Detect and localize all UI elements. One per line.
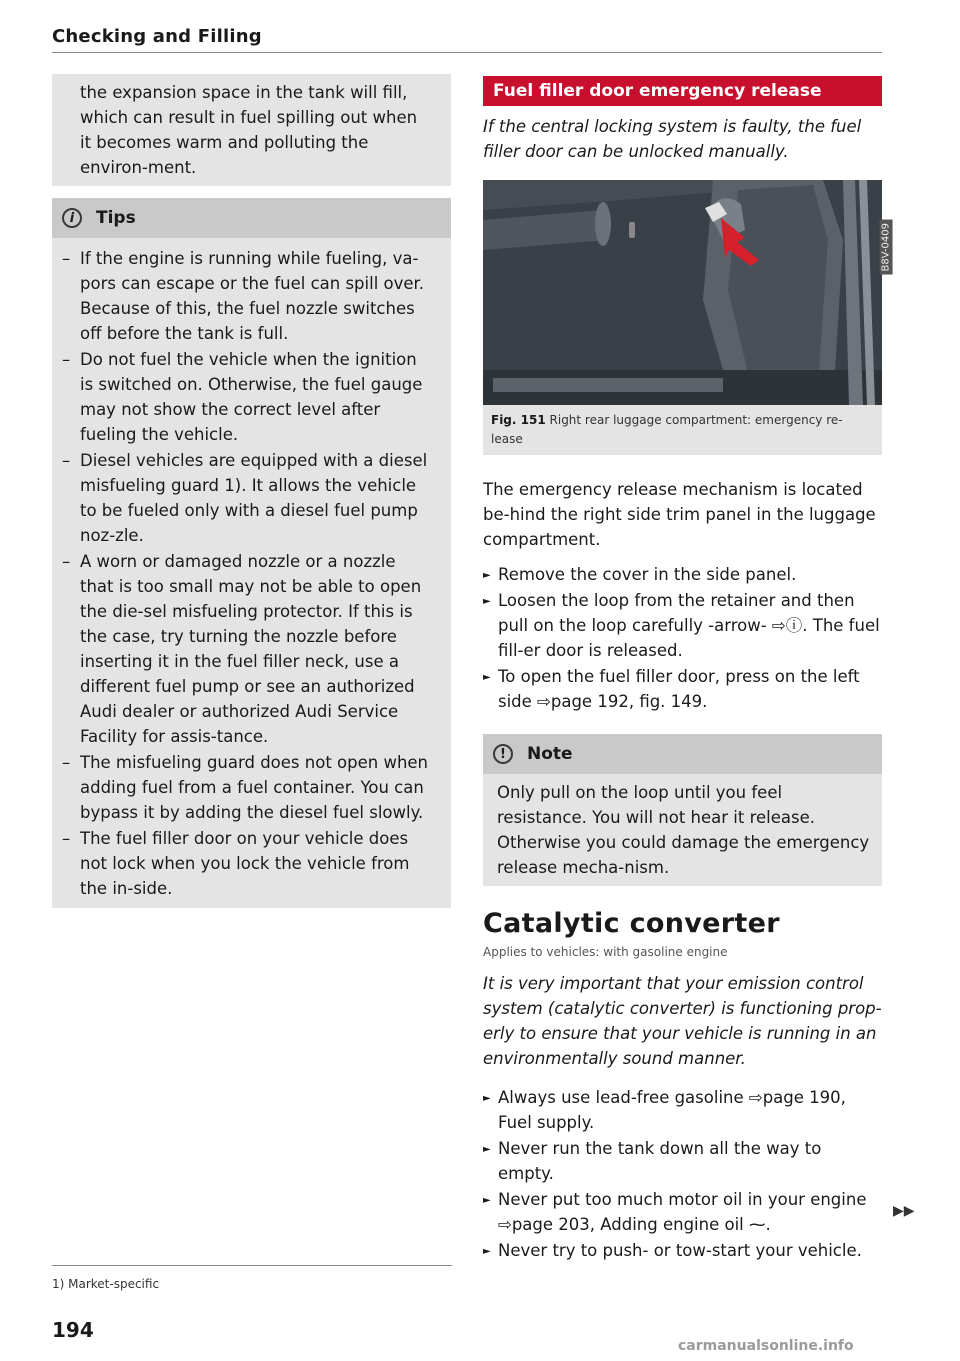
watermark: carmanualsonline.info	[678, 1338, 854, 1354]
figure-image	[483, 180, 892, 405]
tips-title: Tips	[96, 208, 136, 228]
catalytic-intro: It is very important that your emission control system (catalytic converter) is functioning prop-erly to ensure that your vehicle is running in an environmentally sound manner.	[483, 974, 882, 1068]
tips-item: – Do not fuel the vehicle when the ignition is switched on. Otherwise, the fuel gauge may not show the correct level after fueling the vehicle.	[62, 347, 433, 447]
figure-label: Fig. 151	[491, 413, 546, 427]
section-title: Fuel filler door emergency release	[483, 76, 882, 106]
step-item: ► Never try to push- or tow-start your vehicle.	[483, 1238, 882, 1263]
tips-item: – The misfueling guard does not open when adding fuel from a fuel container. You can bypass it by adding the diesel fuel slowly.	[62, 750, 433, 825]
tips-list	[52, 238, 451, 908]
step-item: ► Loosen the loop from the retainer and then pull on the loop carefully -arrow- ⇨ⓘ. The fuel fill-er door is released.	[483, 588, 882, 663]
left-column	[52, 74, 451, 908]
step-item: ► Always use lead-free gasoline ⇨page 190, Fuel supply.	[483, 1085, 882, 1135]
tips-item: – The fuel filler door on your vehicle does not lock when you lock the vehicle from the in-side.	[62, 826, 433, 901]
running-header: Checking and Filling	[52, 26, 262, 47]
tips-item: – If the engine is running while fueling, va-pors can escape or the fuel can spill over. Because of this, the fuel nozzle switches off before the tank is full.	[62, 246, 433, 346]
tips-item: – A worn or damaged nozzle or a nozzle that is too small may not be able to open the die-sel misfueling protector. If this is the case, try turning the nozzle before inserting it in the fuel filler neck, use a different fuel pump or see an authorized Audi dealer or authorized Audi Service Facility for assis-tance.	[62, 549, 433, 749]
step-item: ► Never put too much motor oil in your engine ⇨page 203, Adding engine oil ⁓.	[483, 1187, 882, 1237]
figure-caption	[483, 405, 882, 455]
tips-box	[52, 198, 451, 908]
note-box	[483, 734, 882, 886]
figure-code: B8V-0409	[880, 220, 893, 275]
right-column	[483, 76, 892, 1264]
catalytic-steps	[483, 1085, 882, 1263]
continue-arrow-icon: ▶▶	[893, 1203, 915, 1219]
body-paragraph: The emergency release mechanism is located be-hind the right side trim panel in the luggage compartment.	[483, 480, 876, 549]
warning-continuation: the expansion space in the tank will fill, which can result in fuel spilling out when it becomes warm and polluting the environ-ment.	[52, 74, 451, 186]
step-item: ► Never run the tank down all the way to empty.	[483, 1136, 882, 1186]
step-item: ► Remove the cover in the side panel.	[483, 562, 882, 587]
page-number: 194	[52, 1318, 94, 1342]
tips-title-bar	[52, 198, 451, 238]
footnote: 1) Market-specific	[52, 1277, 160, 1291]
catalytic-heading: Catalytic converter	[483, 908, 780, 939]
note-text: Only pull on the loop until you feel resistance. You will not hear it release. Otherwise you could damage the emergency release mecha-nism.	[497, 783, 870, 877]
exclamation-icon: !	[493, 744, 513, 764]
tips-item: – Diesel vehicles are equipped with a diesel misfueling guard 1). It allows the vehicle to be fueled only with a diesel fuel pump noz-zle.	[62, 448, 433, 548]
applies-to: Applies to vehicles: with gasoline engine	[483, 945, 728, 959]
release-steps	[483, 562, 882, 714]
note-title: Note	[527, 744, 573, 764]
note-title-bar	[483, 734, 882, 774]
footnote-rule	[52, 1265, 452, 1266]
step-item: ► To open the fuel filler door, press on the left side ⇨page 192, fig. 149.	[483, 664, 882, 714]
section-intro: If the central locking system is faulty, the fuel filler door can be unlocked manually.	[483, 117, 862, 161]
header-rule	[52, 52, 882, 53]
info-icon: i	[62, 208, 82, 228]
figure-caption-text: Right rear luggage compartment: emergency re-lease	[491, 413, 843, 446]
luggage-compartment-illustration	[483, 180, 882, 405]
